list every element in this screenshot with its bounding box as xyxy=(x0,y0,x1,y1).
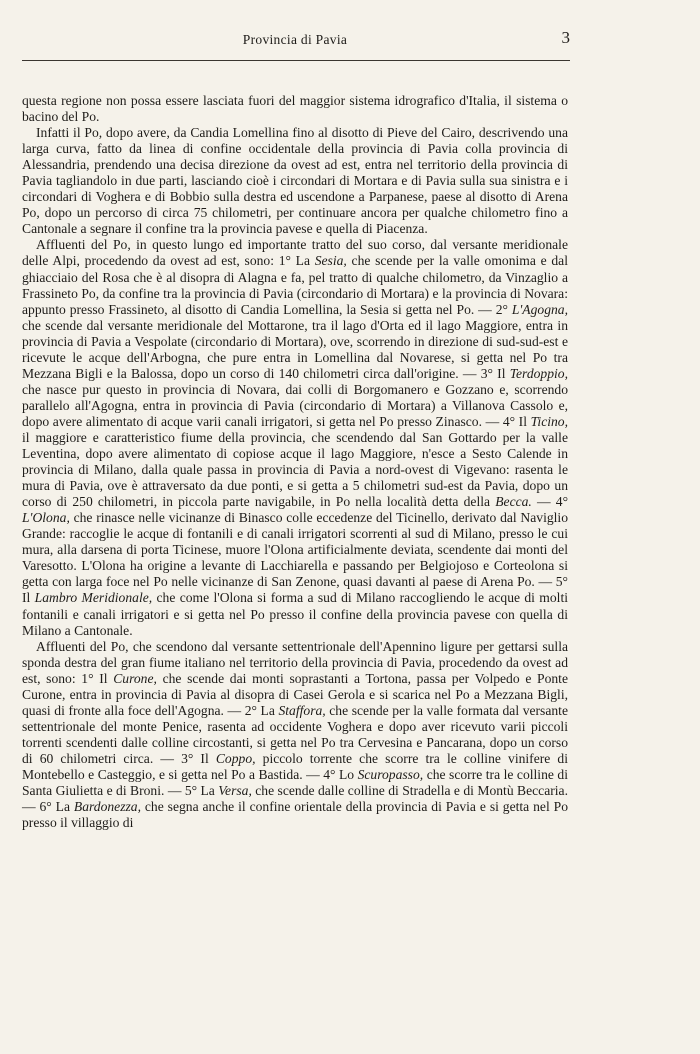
text-run: Affluenti del Po, che scendono dal versante settentrionale dell'Apennino ligure per gettarsi sulla sponda destra del gran fiume italiano nel territorio della provincia di Pavia, procedendo da ovest ad est, sono: 1° Il xyxy=(22,638,568,686)
italic-term: Bardonezza, xyxy=(73,799,141,815)
body-text xyxy=(22,93,568,831)
text-run: che nasce pur questo in provincia di Novara, dai colli di Borgomanero e Gozzano e, scorrendo parallelo all'Agogna, entra in provincia di Pavia (circondario di Mortara) a Villanova Cassolo e, dopo avere alimentato di acque varii canali irrigatori, si getta nel Po presso Zinasco. — 4° Il xyxy=(22,381,568,429)
italic-term: Scuropasso, xyxy=(357,766,424,782)
paragraph xyxy=(22,639,568,832)
italic-term: Coppo, xyxy=(215,750,256,766)
text-run: che rinasce nelle vicinanze di Binasco colle eccedenze del Ticinello, derivato dal Naviglio Grande: raccoglie le acque di fontanili e di canali irrigatori scorrenti al sud di Milano, presso le cui mura, alla darsena di porta Ticinese, muore l'Olona artificialmente deviata, scendente dai monti del Varesotto. L'Olona ha origine a levante di Lacchiarella e passando per Belgiojoso e Corteolona si getta con larga foce nel Po nelle vicinanze di San Zenone, quasi davanti al paese di Arena Po. — 5° Il xyxy=(22,510,568,606)
text-run: — 4° xyxy=(531,494,569,510)
text-run: Affluenti del Po, in questo lungo ed importante tratto del suo corso, dal versante meridionale delle Alpi, procedendo da ovest ad est, sono: 1° La xyxy=(22,237,568,269)
italic-term: Curone, xyxy=(113,670,157,686)
text-run: che scende dai monti soprastanti a Tortona, passa per Volpedo e Ponte Curone, entra in provincia di Pavia al disopra di Casei Gerola e si scarica nel Po a Mezzana Bigli, quasi di fronte alla foce dell'Agogna. — 2° La xyxy=(22,670,568,718)
text-run: il maggiore e caratteristico fiume della provincia, che scendendo dal San Gottardo per la valle Leventina, dopo avere alimentato di copiose acque il lago Maggiore, n'esce a Sesto Calende in provincia di Milano, dalla quale passa in provincia di Pavia a nord-ovest di Vigevano: rasenta le mura di Pavia, ove è attraversato da due ponti, e si getta a 5 chilometri sud-est da Pavia, dopo un corso di 250 chilometri, in piccola parte navigabile, in Po nella località detta della xyxy=(22,429,568,510)
italic-term: L'Agogna, xyxy=(511,301,568,317)
header-rule xyxy=(22,60,570,61)
italic-term: Staffora, xyxy=(278,702,326,718)
running-title: Provincia di Pavia xyxy=(242,32,348,47)
text-run: che scende dalle colline di Stradella e di Montù Beccaria. — 6° La xyxy=(22,783,568,815)
text-run: che scende dal versante meridionale del Mottarone, tra il lago d'Orta ed il lago Maggiore, entra in provincia di Pavia a Vespolate (circondario di Mortara), ove, scorrendo in direzione di sud-sud-est e ricevute le acque dell'Arbogna, che pure entra in Lomellina dal Novarese, si getta nel Po tra Mezzana Bigli e la Balossa, dopo un corso di 140 chilometri circa dall'origine. — 3° Il xyxy=(22,317,568,381)
text-run: che scorre tra le colline di Santa Giulietta e di Broni. — 5° La xyxy=(22,766,568,799)
paragraph: questa regione non possa essere lasciata fuori del maggior sistema idrografico d'Italia, il sistema o bacino del Po. xyxy=(22,93,568,125)
italic-term: Becca. xyxy=(495,494,532,510)
italic-term: Sesia, xyxy=(314,253,347,269)
paragraph: Infatti il Po, dopo avere, da Candia Lomellina fino al disotto di Pieve del Cairo, descrivendo una larga curva, fatto da linea di confine occidentale della provincia di Pavia colla provincia di Alessandria, prendendo una decisa direzione da ovest ad est, entra nel territorio della provincia di Pavia tagliandolo in due parti, lasciando cioè i circondari di Mortara e di Pavia sulla sua sinistra e i circondari di Voghera e di Bobbio sulla destra ed uscendone a Parpanese, paese al disotto di Arena Po, dopo un percorso di circa 75 chilometri, per continuare ancora per qualche chilometro fino a Cantonale a segnare il confine tra la provincia pavese e quella di Piacenza. xyxy=(22,125,568,237)
italic-term: Terdoppio, xyxy=(509,365,568,381)
italic-term: Lambro Meridionale, xyxy=(34,590,153,606)
text-run: piccolo torrente che scorre tra le colline vinifere di Montebello e Casteggio, e si getta nel Po a Bastida. — 4° Lo xyxy=(22,750,568,782)
italic-term: Versa, xyxy=(218,783,252,799)
italic-term: L'Olona, xyxy=(22,510,70,526)
text-run: che segna anche il confine orientale della provincia di Pavia e si getta nel Po presso il villaggio di xyxy=(22,799,568,831)
italic-term: Ticino, xyxy=(530,413,568,429)
text-run: che scende per la valle formata dal versante settentrionale del monte Penice, rasenta ad occidente Voghera e dopo aver ricevuto varii piccoli torrenti scendenti dalle colline circostanti, si getta nel Po tra Cervesina e Pancarana, dopo un corso di 60 chilometri circa. — 3° Il xyxy=(22,702,568,766)
page-number: 3 xyxy=(561,28,570,47)
text-run: che come l'Olona si forma a sud di Milano raccogliendo le acque di molti fontanili e canali irrigatori e si getta nel Po presso il confine della provincia pavese con quella di Milano a Cantonale. xyxy=(22,590,568,638)
paragraph xyxy=(22,237,568,638)
text-run: che scende per la valle omonima e dal ghiacciaio del Rosa che è al disopra di Alagna e fa, pel tratto di qualche chilometro, da Vinzaglio a Frassineto Po, da confine tra la provincia di Pavia (circondario di Mortara) e la provincia di Novara: appunto presso Frassineto, al disotto di Candia Lomellina, la Sesia si getta nel Po. — 2° xyxy=(22,253,568,317)
